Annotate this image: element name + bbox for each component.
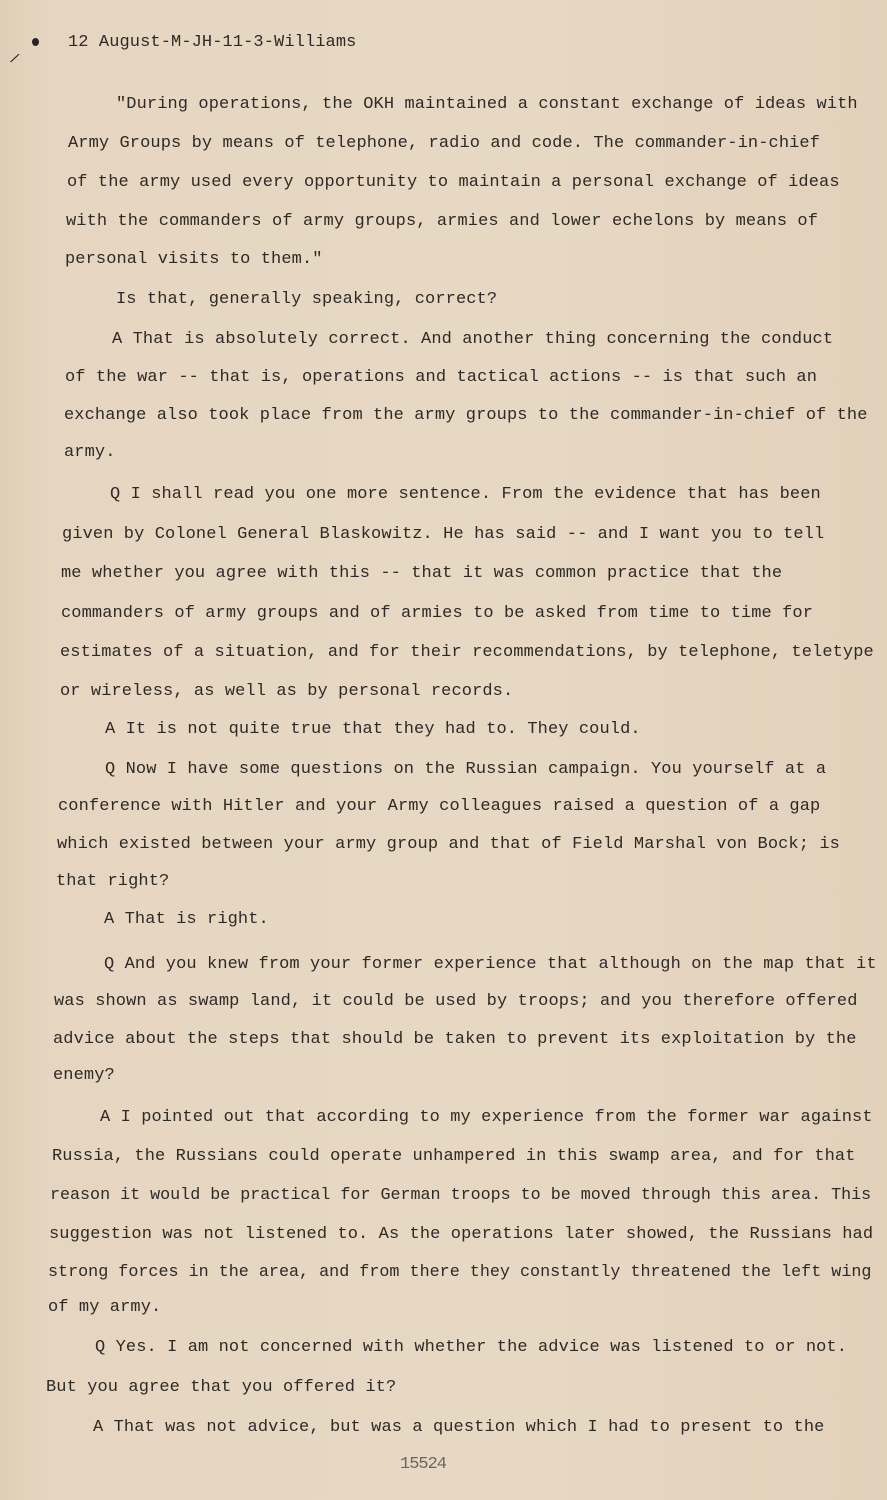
body-line: suggestion was not listened to. As the operations later showed, the Russians had (49, 1225, 874, 1244)
body-line: commanders of army groups and of armies to be asked from time to time for (61, 604, 814, 623)
page-number: 15524 (400, 1455, 447, 1474)
body-line: me whether you agree with this -- that it was common practice that the (61, 564, 783, 583)
body-line: was shown as swamp land, it could be used by troops; and you therefore offered (54, 992, 858, 1011)
body-line: strong forces in the area, and from there they constantly threatened the left wing (48, 1263, 872, 1282)
body-line: of the army used every opportunity to maintain a personal exchange of ideas (67, 173, 840, 192)
running-head: 12 August-M-JH-11-3-Williams (68, 33, 357, 52)
body-line: Russia, the Russians could operate unhampered in this swamp area, and for that (52, 1147, 856, 1166)
body-line: with the commanders of army groups, armies and lower echelons by means of (66, 212, 819, 231)
body-line: that right? (56, 872, 170, 891)
pencil-mark: / (7, 51, 21, 69)
body-line: A It is not quite true that they had to. They could. (105, 720, 641, 739)
body-line: exchange also took place from the army groups to the commander-in-chief of the (64, 406, 868, 425)
body-line: enemy? (53, 1066, 115, 1085)
body-line: Q I shall read you one more sentence. From the evidence that has been (110, 485, 821, 504)
body-line: of my army. (48, 1298, 162, 1317)
body-line: army. (64, 443, 116, 462)
body-line: Q Yes. I am not concerned with whether the advice was listened to or not. (95, 1338, 848, 1357)
body-line: Q Now I have some questions on the Russian campaign. You yourself at a (105, 760, 827, 779)
body-line: A That was not advice, but was a question which I had to present to the (93, 1418, 825, 1437)
body-line: Army Groups by means of telephone, radio and code. The commander-in-chief (68, 134, 821, 153)
body-line: of the war -- that is, operations and tactical actions -- is that such an (65, 368, 818, 387)
body-line: Q And you knew from your former experience that although on the map that it (104, 955, 877, 974)
body-line: Is that, generally speaking, correct? (116, 290, 498, 309)
body-line: conference with Hitler and your Army colleagues raised a question of a gap (58, 797, 821, 816)
body-line: A I pointed out that according to my experience from the former war against (100, 1108, 873, 1127)
body-line: personal visits to them." (65, 250, 323, 269)
body-line: advice about the steps that should be taken to prevent its exploitation by the (53, 1030, 857, 1049)
body-line: A That is right. (104, 910, 269, 929)
body-line: given by Colonel General Blaskowitz. He has said -- and I want you to tell (62, 525, 825, 544)
punch-mark (32, 38, 39, 46)
body-line: A That is absolutely correct. And another thing concerning the conduct (112, 330, 834, 349)
body-line: reason it would be practical for German troops to be moved through this area. This (50, 1186, 872, 1205)
body-line: which existed between your army group and that of Field Marshal von Bock; is (57, 835, 840, 854)
body-line: or wireless, as well as by personal records. (60, 682, 514, 701)
body-line: But you agree that you offered it? (46, 1378, 397, 1397)
body-line: "During operations, the OKH maintained a constant exchange of ideas with (116, 95, 858, 114)
body-line: estimates of a situation, and for their recommendations, by telephone, teletype (60, 643, 874, 662)
